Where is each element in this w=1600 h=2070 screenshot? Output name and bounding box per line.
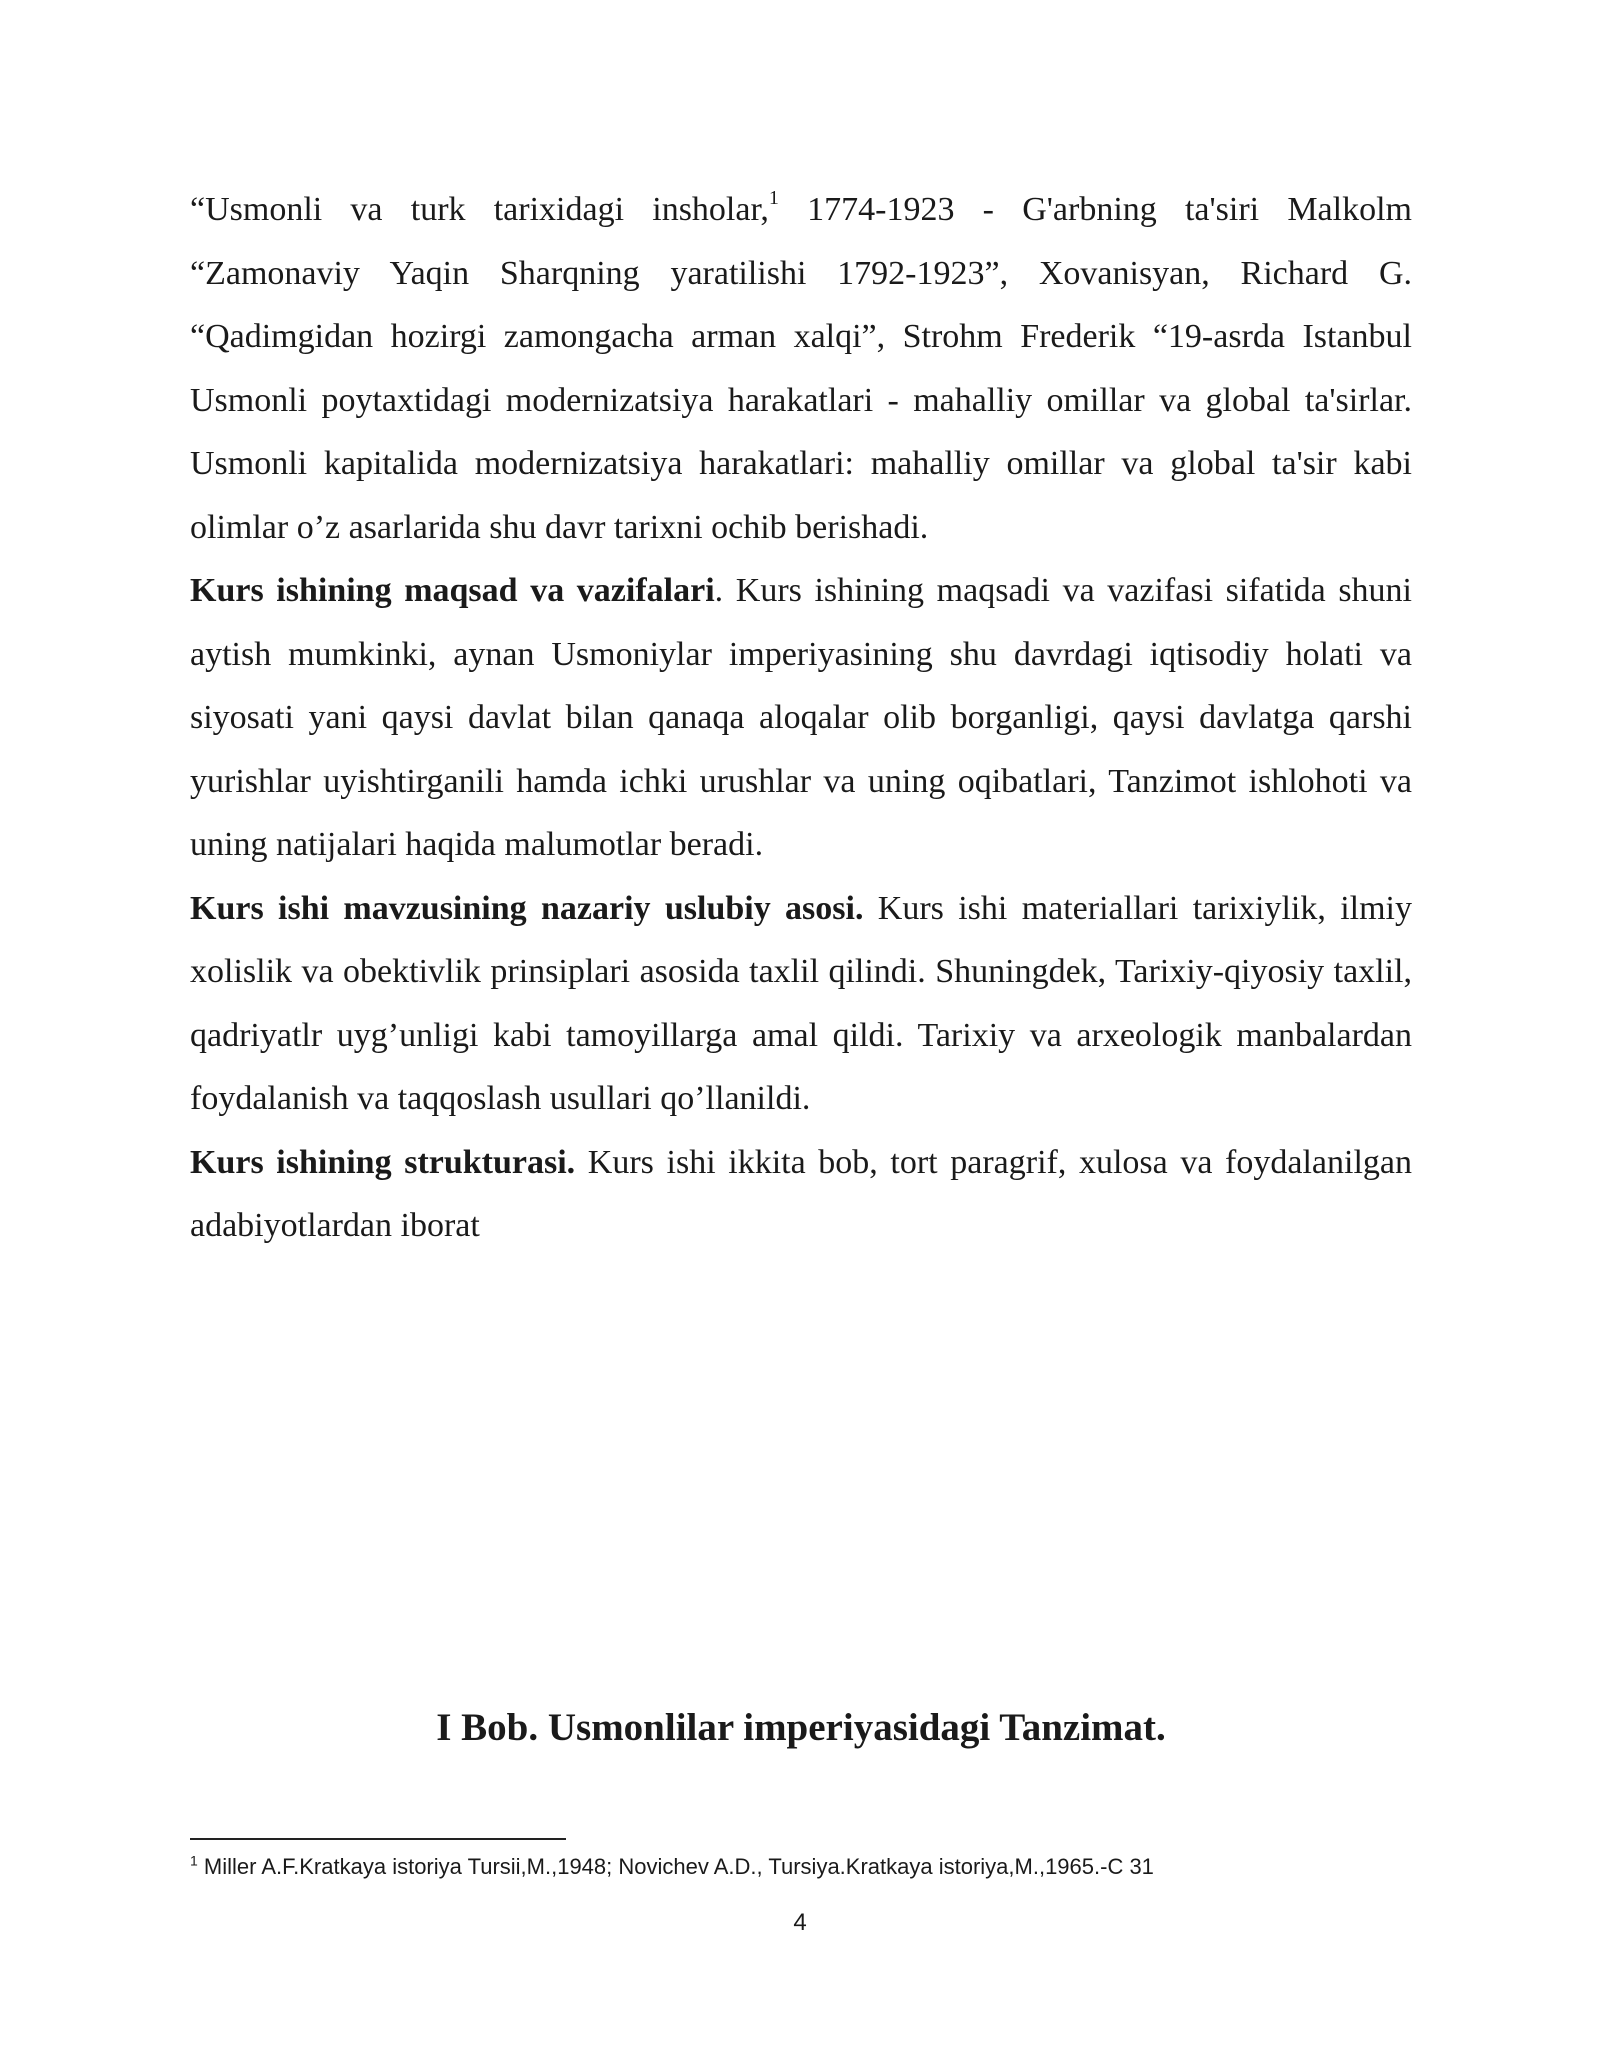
paragraph-goals: [190, 559, 1412, 877]
chapter-heading: I Bob. Usmonlilar imperiyasidagi Tanzimat.: [436, 1706, 1166, 1749]
paragraph-text: Kurs ishi materiallari tarixiylik, ilmiy xolislik va obektivlik prinsiplari asosida taxlil qilindi. Shuningdek, Tarixiy-qiyosiy taxlil, qadriyatlr uyg’unligi kabi tamoyillarga amal qildi. Tarixiy va arxeologik manbalardan foydalanish va taqqoslash usullari qo’llanildi.: [190, 889, 1412, 1117]
paragraph-text: . Kurs ishining maqsadi va vazifasi sifatida shuni aytish mumkinki, aynan Usmoniylar imperiyasining shu davrdagi iqtisodiy holati va siyosati yani qaysi davlat bilan qanaqa aloqalar olib borganligi, qaysi davlatga qarshi yurishlar uyishtirganili hamda ichki urushlar va uning oqibatlari, Tanzimot ishlohoti va uning natijalari haqida malumotlar beradi.: [190, 572, 1412, 863]
footnote: [190, 1852, 1412, 1882]
paragraph-text: Kurs ishi ikkita bob, tort paragrif, xulosa va foydalanilgan adabiyotlardan iborat: [190, 1143, 1412, 1244]
paragraph-lead: Kurs ishining maqsad va vazifalari: [190, 572, 715, 609]
paragraph-lead: Kurs ishining strukturasi.: [190, 1143, 576, 1181]
footnote-marker: 1: [190, 1852, 198, 1869]
paragraph-sources: [190, 178, 1412, 559]
paragraph-lead: Kurs ishi mavzusining nazariy uslubiy asosi.: [190, 889, 864, 927]
paragraph-methodology: [190, 877, 1412, 1131]
body-text: [190, 178, 1412, 1258]
paragraph-text: “Usmonli va turk tarixidagi insholar,: [190, 191, 769, 228]
paragraph-text: 1774-1923 - G'arbning ta'siri Malkolm “Zamonaviy Yaqin Sharqning yaratilishi 1792-1923”, Xovanisyan, Richard G. “Qadimgidan hozirgi zamongacha arman xalqi”, Strohm Frederik “19-asrda Istanbul Usmonli poytaxtidagi modernizatsiya harakatlari - mahalliy omillar va global ta'sirlar. Usmonli kapitalida modernizatsiya harakatlari: mahalliy omillar va global ta'sir kabi olimlar o’z asarlarida shu davr tarixni ochib berishadi.: [190, 191, 1412, 546]
paragraph-structure: [190, 1131, 1412, 1258]
footnote-separator: [190, 1838, 566, 1840]
footnote-text: Miller A.F.Kratkaya istoriya Tursii,M.,1948; Novichev A.D., Tursiya.Kratkaya istoriya,M.,1965.-C 31: [197, 1854, 1154, 1879]
footnote-reference[interactable]: 1: [768, 186, 779, 209]
page-number: 4: [793, 1909, 807, 1936]
